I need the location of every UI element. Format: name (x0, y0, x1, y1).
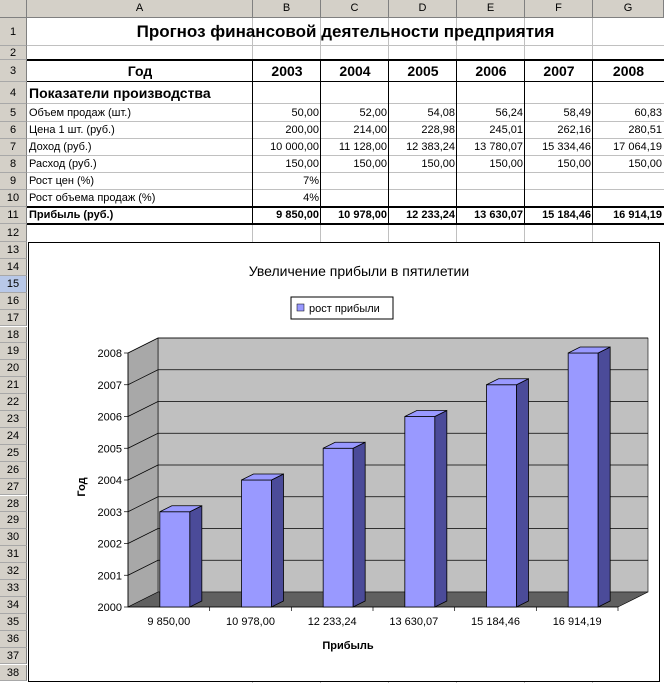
profit-cell[interactable]: 10 978,00 (338, 209, 387, 221)
row-header-1[interactable]: 1 (0, 18, 27, 46)
row-header-13[interactable]: 13 (0, 242, 27, 259)
year-2005[interactable]: 2005 (407, 63, 439, 79)
bar-1363007[interactable] (405, 411, 447, 608)
table-cell[interactable] (321, 173, 389, 190)
row-header-36[interactable]: 36 (0, 631, 27, 648)
row-header-32[interactable]: 32 (0, 563, 27, 580)
row-header-19[interactable]: 19 (0, 343, 27, 360)
table-cell[interactable]: 280,51 (628, 124, 662, 136)
table-cell[interactable] (593, 173, 664, 190)
table-cell[interactable]: 150,00 (285, 158, 319, 170)
table-cell[interactable]: 10 000,00 (270, 141, 319, 153)
y-tick-label: 2001 (97, 570, 122, 583)
bar-985000[interactable] (160, 506, 202, 607)
row-label[interactable]: Доход (руб.) (29, 141, 92, 153)
row-header-15[interactable]: 15 (0, 276, 27, 293)
bar-front (487, 385, 517, 607)
table-cell[interactable]: 54,08 (427, 107, 455, 119)
row-label[interactable]: Объем продаж (шт.) (29, 107, 132, 119)
table-cell[interactable] (389, 173, 457, 190)
table-cell[interactable]: 150,00 (628, 158, 662, 170)
bar-side (517, 379, 529, 607)
bar-1223324[interactable] (323, 442, 365, 607)
bar-front (160, 512, 190, 607)
row-header-38[interactable]: 38 (0, 665, 27, 682)
table-cell[interactable] (525, 173, 593, 190)
table-cell[interactable] (593, 190, 664, 207)
sheet-title[interactable]: Прогноз финансовой деятельности предприятия (136, 22, 555, 41)
table-cell[interactable] (321, 190, 389, 207)
row-header-11[interactable]: 11 (0, 207, 27, 224)
row-header-31[interactable]: 31 (0, 546, 27, 563)
bar-1518446[interactable] (487, 379, 529, 607)
row-header-18[interactable]: 18 (0, 327, 27, 344)
year-2007[interactable]: 2007 (543, 63, 575, 79)
row-header-37[interactable]: 37 (0, 648, 27, 665)
year-2008[interactable]: 2008 (612, 63, 645, 79)
row-header-5[interactable]: 5 (0, 104, 27, 122)
legend-label: рост прибыли (309, 303, 380, 315)
y-tick-label: 2000 (97, 602, 122, 614)
table-cell[interactable]: 15 334,46 (542, 141, 591, 153)
profit-cell[interactable]: 15 184,46 (542, 209, 591, 221)
y-tick-label: 2007 (97, 379, 122, 392)
year-2004[interactable]: 2004 (339, 63, 371, 79)
y-tick-label: 2004 (97, 475, 122, 487)
table-cell[interactable]: 50,00 (291, 107, 319, 119)
year-2003[interactable]: 2003 (271, 63, 303, 79)
column-header-f[interactable]: F (525, 0, 593, 18)
row-label[interactable]: Рост объема продаж (%) (29, 192, 156, 204)
table-cell[interactable]: 13 780,07 (474, 141, 523, 153)
bar-front (568, 353, 598, 607)
x-axis-label: Прибыль (322, 640, 374, 652)
table-cell[interactable]: 262,16 (557, 124, 591, 136)
legend-swatch (297, 304, 304, 311)
row-header-20[interactable]: 20 (0, 360, 27, 377)
y-tick-label: 2002 (97, 538, 122, 551)
y-tick-label: 2005 (97, 443, 122, 456)
profit-cell[interactable]: 16 914,19 (613, 209, 662, 221)
bar-1097800[interactable] (242, 474, 284, 607)
row-label[interactable]: Цена 1 шт. (руб.) (29, 124, 115, 136)
bar-side (190, 506, 202, 607)
table-cell[interactable] (457, 190, 525, 207)
row-header-8[interactable]: 8 (0, 156, 27, 173)
row-header-28[interactable]: 28 (0, 496, 27, 513)
table-cell[interactable]: 60,83 (634, 107, 662, 119)
chart-area[interactable] (28, 242, 660, 682)
table-cell[interactable]: 150,00 (557, 158, 591, 170)
y-tick-label: 2006 (97, 411, 122, 424)
profit-cell[interactable]: 13 630,07 (474, 209, 523, 221)
profit-cell[interactable]: 9 850,00 (276, 209, 319, 221)
row-header-33[interactable]: 33 (0, 580, 27, 597)
row-header-10[interactable]: 10 (0, 190, 27, 207)
table-cell[interactable]: 12 383,24 (406, 141, 455, 153)
table-cell[interactable]: 200,00 (285, 124, 319, 136)
column-header-c[interactable]: C (321, 0, 389, 18)
row-header-23[interactable]: 23 (0, 411, 27, 428)
column-header-d[interactable]: D (389, 0, 457, 18)
table-cell[interactable]: 150,00 (421, 158, 455, 170)
table-cell[interactable] (525, 190, 593, 207)
year-header[interactable]: Год (127, 63, 153, 79)
bar-side (272, 474, 284, 607)
row-header-7[interactable]: 7 (0, 139, 27, 156)
y-tick-label: 2003 (97, 506, 122, 519)
column-header-e[interactable]: E (457, 0, 525, 18)
year-2006[interactable]: 2006 (475, 63, 507, 79)
row-header-34[interactable]: 34 (0, 597, 27, 614)
table-cell[interactable]: 214,00 (353, 124, 387, 136)
row-header-24[interactable]: 24 (0, 428, 27, 445)
y-tick-label: 2008 (97, 348, 122, 360)
row-header-30[interactable]: 30 (0, 529, 27, 546)
profit-label[interactable]: Прибыль (руб.) (29, 209, 114, 221)
column-header-a[interactable]: A (27, 0, 253, 18)
bar-front (405, 417, 435, 608)
row-header-25[interactable]: 25 (0, 445, 27, 462)
row-header-3[interactable]: 3 (0, 60, 27, 82)
table-cell[interactable]: 17 064,19 (613, 141, 662, 153)
table-cell[interactable]: 150,00 (353, 158, 387, 170)
row-header-9[interactable]: 9 (0, 173, 27, 190)
bar-side (598, 347, 610, 607)
table-cell[interactable]: 228,98 (421, 124, 455, 136)
column-header-b[interactable]: B (253, 0, 321, 18)
section-label[interactable]: Показатели производства (29, 85, 211, 101)
bar-front (323, 448, 353, 607)
table-cell[interactable]: 58,49 (563, 107, 591, 119)
profit-cell[interactable]: 12 233,24 (406, 209, 455, 221)
row-header-14[interactable]: 14 (0, 259, 27, 276)
profit-chart (29, 243, 659, 681)
row-header-22[interactable]: 22 (0, 394, 27, 411)
row-header-17[interactable]: 17 (0, 310, 27, 327)
x-tick-label: 12 233,24 (307, 616, 357, 628)
x-tick-label: 10 978,00 (226, 616, 275, 628)
row-label[interactable]: Расход (руб.) (29, 158, 97, 170)
row-label[interactable]: Рост цен (%) (29, 175, 95, 187)
column-header-g[interactable]: G (593, 0, 664, 18)
select-all-corner[interactable] (0, 0, 27, 18)
table-cell[interactable]: 4% (303, 192, 319, 204)
table-cell[interactable]: 56,24 (495, 107, 523, 119)
row-header-35[interactable]: 35 (0, 614, 27, 631)
x-tick-label: 15 184,46 (471, 616, 520, 628)
table-cell[interactable]: 245,01 (489, 124, 523, 136)
row-header-2[interactable]: 2 (0, 46, 27, 60)
table-cell[interactable] (389, 190, 457, 207)
row-header-26[interactable]: 26 (0, 462, 27, 479)
chart-legend[interactable] (291, 297, 393, 319)
table-cell[interactable]: 52,00 (359, 107, 387, 119)
bar-front (242, 480, 272, 607)
row-header-4[interactable]: 4 (0, 82, 27, 104)
row-header-29[interactable]: 29 (0, 512, 27, 529)
bar-side (353, 442, 365, 607)
row-header-16[interactable]: 16 (0, 293, 27, 310)
row-header-12[interactable]: 12 (0, 224, 27, 242)
table-cell[interactable]: 11 128,00 (338, 141, 387, 153)
row-header-27[interactable]: 27 (0, 479, 27, 496)
bar-1691419[interactable] (568, 347, 610, 607)
chart-title: Увеличение прибыли в пятилетии (248, 263, 470, 279)
y-axis-label: Год (76, 477, 88, 497)
x-tick-label: 16 914,19 (552, 616, 602, 628)
x-tick-label: 9 850,00 (147, 616, 191, 628)
x-tick-label: 13 630,07 (389, 616, 439, 628)
table-cell[interactable] (457, 173, 525, 190)
table-cell[interactable]: 150,00 (489, 158, 523, 170)
bar-side (435, 411, 447, 608)
row-header-6[interactable]: 6 (0, 122, 27, 139)
table-cell[interactable]: 7% (303, 175, 319, 187)
row-header-21[interactable]: 21 (0, 377, 27, 394)
